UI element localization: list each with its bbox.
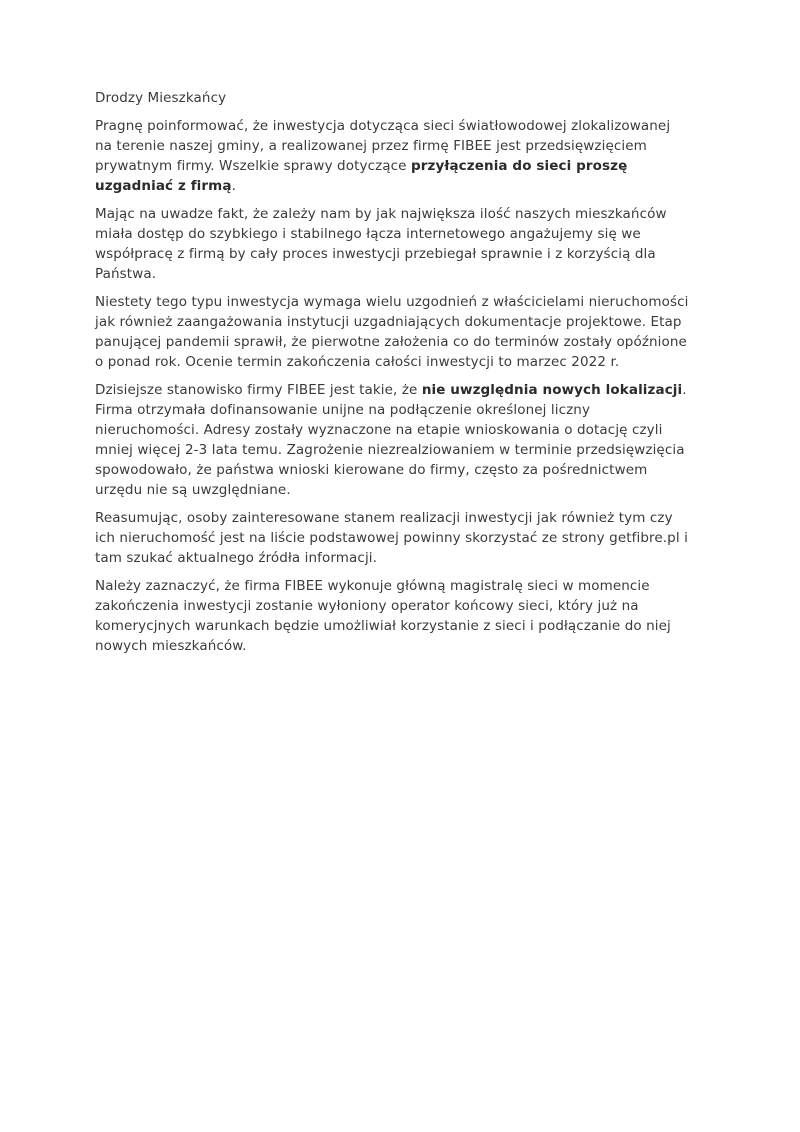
text-run: Drodzy Mieszkańcy: [95, 90, 227, 106]
text-run: przyłączenia do sieci proszę uzgadniać z firmą: [95, 158, 628, 194]
text-run: Niestety tego typu inwestycja wymaga wielu uzgodnień z właścicielami nieruchomości jak również zaangażowania instytucji uzgadniających dokumentacje projektowe. Etap panującej pandemii sprawił, że pierwotne założenia co do terminów zostały opóźnione o ponad rok. Ocenie termin zakończenia całości inwestycji to marzec 2022 r.: [95, 294, 689, 370]
paragraph-3: [95, 292, 691, 372]
text-run: Należy zaznaczyć, że firma FIBEE wykonuje główną magistralę sieci w momencie zakończenia inwestycji zostanie wyłoniony operator końcowy sieci, który już na komerycjnych warunkach będzie umożliwiał korzystanie z sieci i podłączanie do niej nowych mieszkańców.: [95, 578, 671, 654]
paragraph-6: [95, 576, 691, 656]
text-run: Dzisiejsze stanowisko firmy FIBEE jest takie, że: [95, 382, 422, 398]
text-run: .: [231, 178, 236, 194]
paragraph-5: [95, 508, 691, 568]
text-run: Reasumując, osoby zainteresowane stanem realizacji inwestycji jak również tym czy ich nieruchomość jest na liście podstawowej powinny skorzystać ze strony getfibre.pl i tam szukać aktualnego źródła informacji.: [95, 510, 688, 566]
paragraph-4: [95, 380, 691, 500]
text-run: nie uwzględnia nowych lokalizacji: [421, 382, 683, 398]
paragraph-1: [95, 116, 691, 196]
text-run: Mając na uwadze fakt, że zależy nam by jak największa ilość naszych mieszkańców miała dostęp do szybkiego i stabilnego łącza internetowego angażujemy się we współpracę z firmą by cały proces inwestycji przebiegał sprawnie i z korzyścią dla Państwa.: [95, 206, 667, 282]
document-content: [95, 88, 691, 664]
text-run: . Firma otrzymała dofinansowanie unijne na podłączenie określonej liczny nieruchomości. Adresy zostały wyznaczone na etapie wnioskowania o dotację czyli mniej więcej 2-3 lata temu. Zagrożenie niezrealziowaniem w terminie przedsięwzięcia spowodowało, że państwa wnioski kierowane do firmy, często za pośrednictwem urzędu nie są uwzględniane.: [95, 382, 687, 498]
salutation: [95, 88, 691, 108]
text-run: Pragnę poinformować, że inwestycja dotycząca sieci światłowodowej zlokalizowanej na terenie naszej gminy, a realizowanej przez firmę FIBEE jest przedsięwzięciem prywatnym firmy. Wszelkie sprawy dotyczące: [95, 118, 671, 174]
paragraph-2: [95, 204, 691, 284]
